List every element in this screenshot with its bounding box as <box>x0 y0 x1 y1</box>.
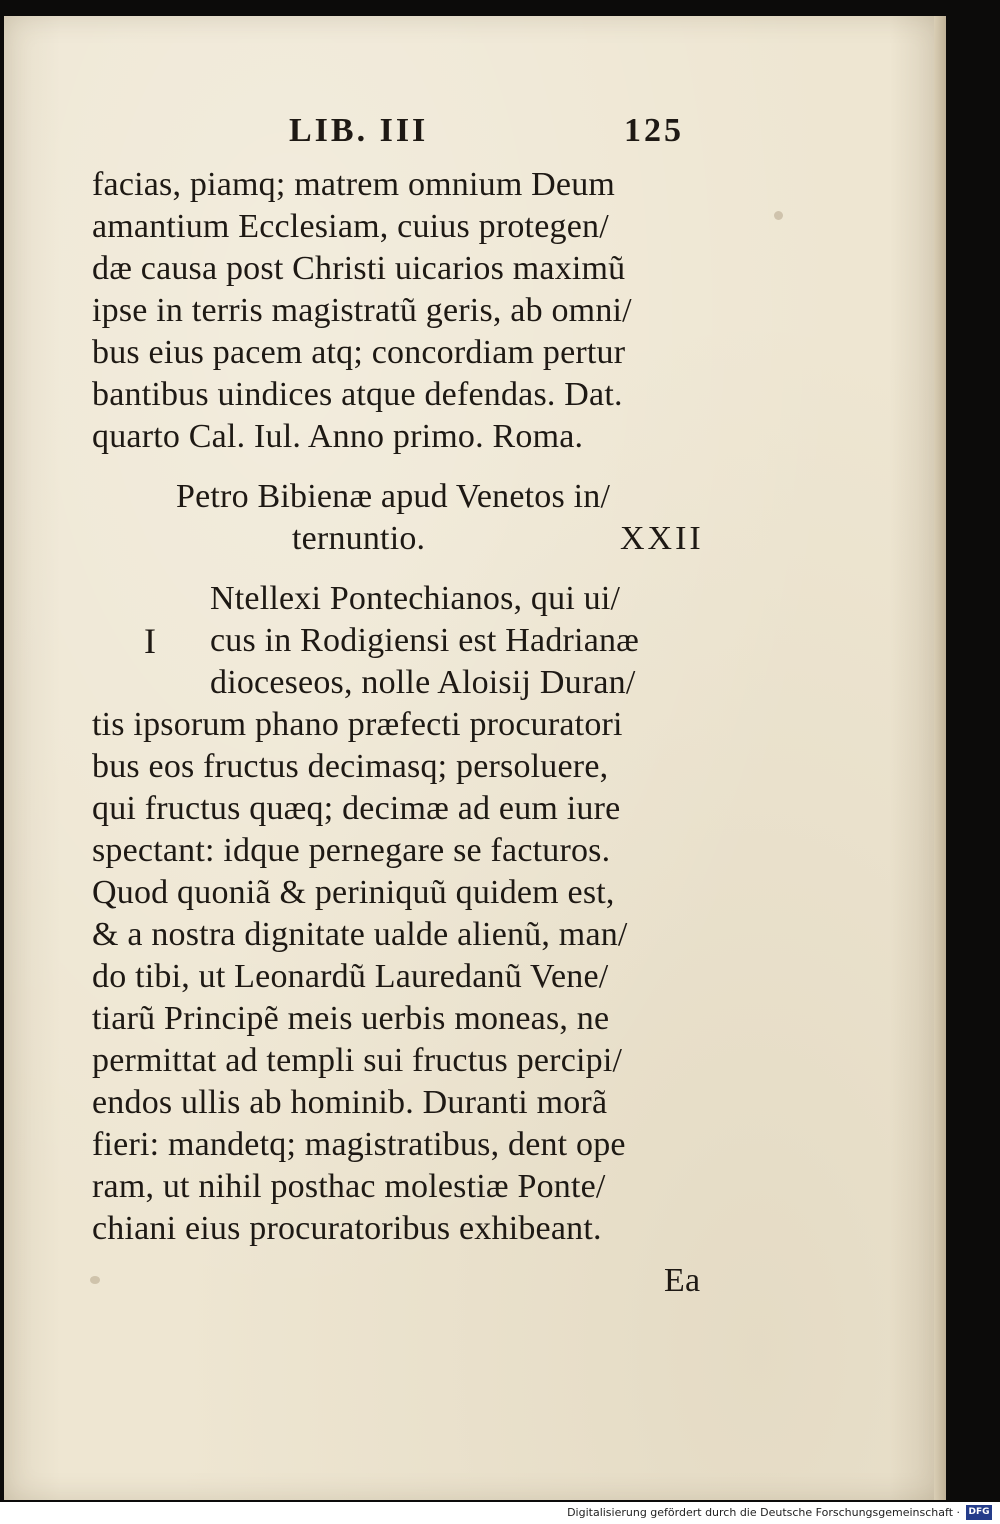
text-line: bus eos fructus decimasq; persoluere, <box>92 748 609 785</box>
page-edge <box>934 16 946 1500</box>
text-line: qui fructus quæq; decimæ ad eum iure <box>92 790 621 827</box>
letter-heading-line: ternuntio. <box>292 520 426 557</box>
dfg-logo: DFG <box>966 1505 992 1520</box>
text-line: quarto Cal. Iul. Anno primo. Roma. <box>92 418 584 455</box>
drop-initial: I <box>144 621 156 661</box>
text-line: tis ipsorum phano præfecti procuratori <box>92 706 623 743</box>
catchword: Ea <box>664 1262 701 1299</box>
text-line: cus in Rodigiensi est Hadrianæ <box>210 622 640 659</box>
text-line: ipse in terris magistratũ geris, ab omni/ <box>92 292 632 329</box>
text-line: endos ullis ab hominib. Duranti morã <box>92 1084 608 1121</box>
text-line: chiani eius procuratoribus exhibeant. <box>92 1210 602 1247</box>
running-title: LIB. III <box>289 112 429 149</box>
book-page <box>4 16 946 1500</box>
letter-heading-line: Petro Bibienæ apud Venetos in/ <box>176 478 611 515</box>
page-number: 125 <box>624 112 684 149</box>
text-line: & a nostra dignitate ualde alienũ, man/ <box>92 916 628 953</box>
text-line: facias, piamq; matrem omnium Deum <box>92 166 616 203</box>
footer-credit: Digitalisierung gefördert durch die Deutsche Forschungsgemeinschaft · <box>567 1506 960 1519</box>
text-line: permittat ad templi sui fructus percipi/ <box>92 1042 623 1079</box>
ink-smudge <box>90 1276 100 1284</box>
text-line: fieri: mandetq; magistratibus, dent ope <box>92 1126 626 1163</box>
text-line: Quod quoniã & periniquũ quidem est, <box>92 874 615 911</box>
letter-number: XXII <box>620 520 704 557</box>
digitization-footer <box>0 1502 1000 1524</box>
text-line: do tibi, ut Leonardũ Lauredanũ Vene/ <box>92 958 609 995</box>
text-line: Ntellexi Pontechianos, qui ui/ <box>210 580 621 617</box>
ink-smudge <box>774 211 783 220</box>
text-line: bantibus uindices atque defendas. Dat. <box>92 376 623 413</box>
text-line: tiarũ Principẽ meis uerbis moneas, ne <box>92 1000 610 1037</box>
text-line: spectant: idque pernegare se facturos. <box>92 832 611 869</box>
text-line: dæ causa post Christi uicarios maximũ <box>92 250 626 287</box>
text-line: ram, ut nihil posthac molestiæ Ponte/ <box>92 1168 606 1205</box>
text-line: amantium Ecclesiam, cuius protegen/ <box>92 208 609 245</box>
text-line: dioceseos, nolle Aloisij Duran/ <box>210 664 636 701</box>
text-line: bus eius pacem atq; concordiam pertur <box>92 334 626 371</box>
